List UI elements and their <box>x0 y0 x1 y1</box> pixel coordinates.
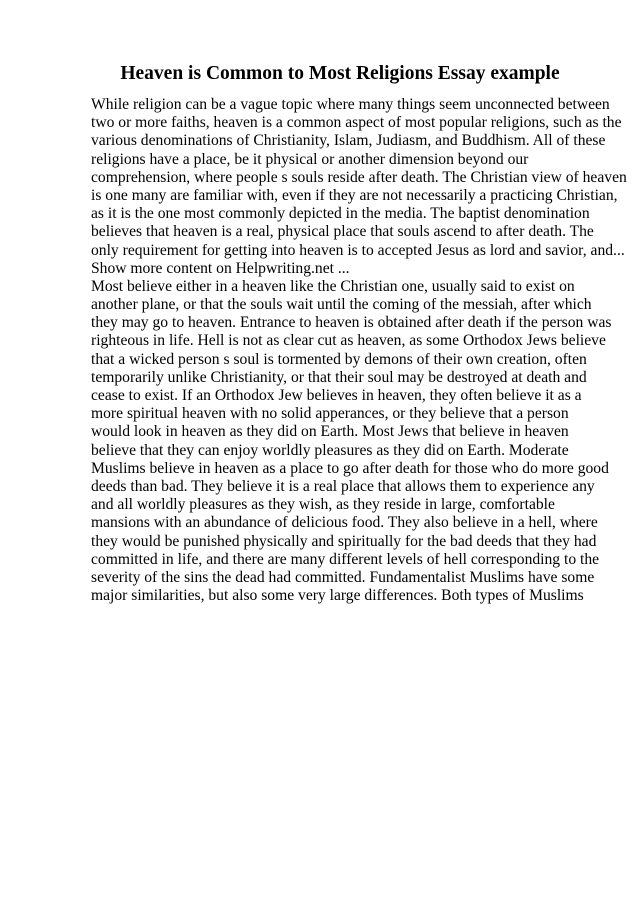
text-line: another plane, or that the souls wait until the coming of the messiah, after which <box>91 296 592 314</box>
text-line: believes that heaven is a real, physical place that souls ascend to after death. The <box>91 223 594 241</box>
text-line: temporarily unlike Christianity, or that their soul may be destroyed at death and <box>91 368 587 386</box>
text-line: committed in life, and there are many different levels of hell corresponding to the <box>91 550 600 568</box>
text-line: cease to exist. If an Orthodox Jew believes in heaven, they often believe it as a <box>91 387 582 404</box>
text-line: they would be punished physically and spiritually for the bad deeds that they had <box>91 532 597 550</box>
text-line: mansions with an abundance of delicious food. They also believe in a hell, where <box>91 514 598 532</box>
text-line: more spiritual heaven with no solid apperances, or they believe that a person <box>91 405 569 423</box>
text-line: believe that they can enjoy worldly pleasures as they did on Earth. Moderate <box>91 441 569 459</box>
text-line: and all worldly pleasures as they wish, as they reside in large, comfortable <box>91 496 555 514</box>
show-more-link[interactable]: Show more content on Helpwriting.net ... <box>91 259 350 277</box>
text-line: various denominations of Christianity, Islam, Judiasm, and Buddhism. All of these <box>91 132 606 150</box>
text-line: is one many are familiar with, even if they are not necessarily a practicing Christian, <box>91 186 618 204</box>
text-line: deeds than bad. They believe it is a real place that allows them to experience any <box>91 477 595 495</box>
text-line: severity of the sins the dead had committed. Fundamentalist Muslims have some <box>91 568 595 586</box>
text-line: Most believe either in a heaven like the Christian one, usually said to exist on <box>91 277 575 295</box>
text-line: major similarities, but also some very large differences. Both types of Muslims <box>91 587 584 605</box>
text-line: Muslims believe in heaven as a place to go after death for those who do more good <box>91 459 609 477</box>
text-line: While religion can be a vague topic where many things seem unconnected between <box>91 96 610 113</box>
text-line: they may go to heaven. Entrance to heaven is obtained after death if the person was <box>91 314 612 332</box>
text-line: comprehension, where people s souls reside after death. The Christian view of heaven <box>91 168 627 186</box>
document-title: Heaven is Common to Most Religions Essay example <box>120 63 560 84</box>
document-body <box>91 96 627 605</box>
text-line: two or more faiths, heaven is a common aspect of most popular religions, such as the <box>91 114 622 132</box>
text-line: only requirement for getting into heaven is to accepted Jesus as lord and savior, and... <box>91 241 625 259</box>
text-line: as it is the one most commonly depicted in the media. The baptist denomination <box>91 205 590 223</box>
text-line: religions have a place, be it physical or another dimension beyond our <box>91 150 529 168</box>
text-line: that a wicked person s soul is tormented by demons of their own creation, often <box>91 350 587 368</box>
text-line: would look in heaven as they did on Earth. Most Jews that believe in heaven <box>91 423 569 441</box>
text-line: righteous in life. Hell is not as clear cut as heaven, as some Orthodox Jews believe <box>91 332 606 350</box>
